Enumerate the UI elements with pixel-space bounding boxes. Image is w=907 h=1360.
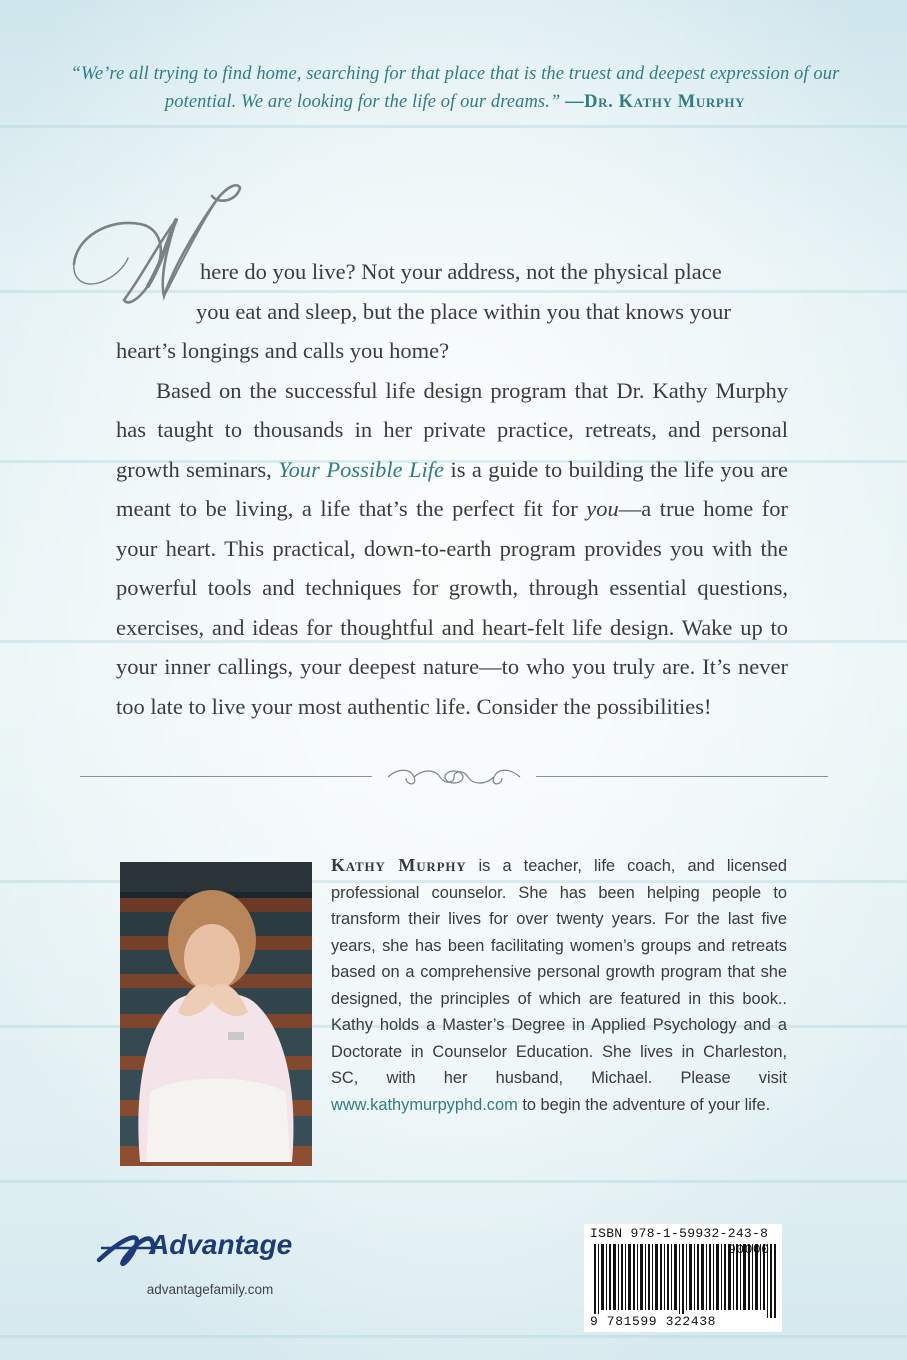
flourish-ornament <box>384 764 524 790</box>
wood-plank-line <box>0 1180 907 1183</box>
description-line-3: heart’s longings and calls you home? <box>116 338 450 363</box>
bio-text: is a teacher, life coach, and licensed professional counselor. She has been helping people to transform their lives for over twenty years. For the last five years, she has been facilitating women’s groups and retreats based on a comprehensive personal growth program that she designed, the principles of which are featured in this book.. Kathy holds a Master’s Degree in Applied Psychology and a Doctorate in Counselor Education. She lives in Charleston, SC, with her husband, Michael. Please visit <box>331 857 788 1087</box>
emphasis-you: you <box>586 496 619 521</box>
quote-text: “We’re all trying to find home, searching for that place that is the truest and deepest expression of our potential. We are looking for the life of our dreams.” <box>70 64 840 112</box>
description-paragraph-2 <box>116 371 788 727</box>
isbn-label: ISBN 978-1-59932-243-8 <box>590 1226 769 1241</box>
book-title: Your Possible Life <box>278 456 445 482</box>
bio-closing: to begin the adventure of your life. <box>522 1095 771 1114</box>
barcode-number: 9 781599 322438 <box>590 1314 717 1329</box>
description-line-2: you eat and sleep, but the place within you that knows your <box>196 298 731 324</box>
author-name: Kathy Murphy <box>331 855 467 875</box>
quote-attribution: —Dr. Kathy Murphy <box>565 92 746 112</box>
epigraph-quote <box>60 60 850 116</box>
description-line-1: here do you live? Not your address, not the physical place <box>200 259 722 284</box>
divider-left <box>80 776 372 777</box>
description-paragraph-1 <box>116 252 788 371</box>
description-text-a: Based on the successful life design program that Dr. Kathy Murphy has taught to thousands in her private practice, retreats, and personal growth seminars, <box>116 377 788 482</box>
book-description <box>116 252 788 726</box>
description-text-c: —a true home for your heart. This practical, down-to-earth program provides you with the powerful tools and techniques for growth, through essential questions, exercises, and ideas for thoughtful and heart-felt life design. Wake up to your inner callings, your deepest nature—to who you truly are. It’s never too late to live your most authentic life. Consider the possibilities! <box>116 496 789 719</box>
description-text-b: is a guide to building the life you are meant to be living, a life that’s the perfect fit for <box>116 456 789 521</box>
price-code: 90000 <box>728 1242 770 1257</box>
divider-right <box>536 776 828 777</box>
author-website-link[interactable]: www.kathymurpyphd.com <box>331 1095 518 1114</box>
logo-wordmark: Advantage <box>149 1229 293 1260</box>
publisher-website[interactable]: advantagefamily.com <box>146 1282 274 1297</box>
author-photo <box>120 862 312 1166</box>
wood-plank-line <box>0 1335 907 1338</box>
advantage-logo <box>95 1218 325 1280</box>
wood-plank-line <box>0 125 907 128</box>
author-bio <box>331 852 787 1118</box>
